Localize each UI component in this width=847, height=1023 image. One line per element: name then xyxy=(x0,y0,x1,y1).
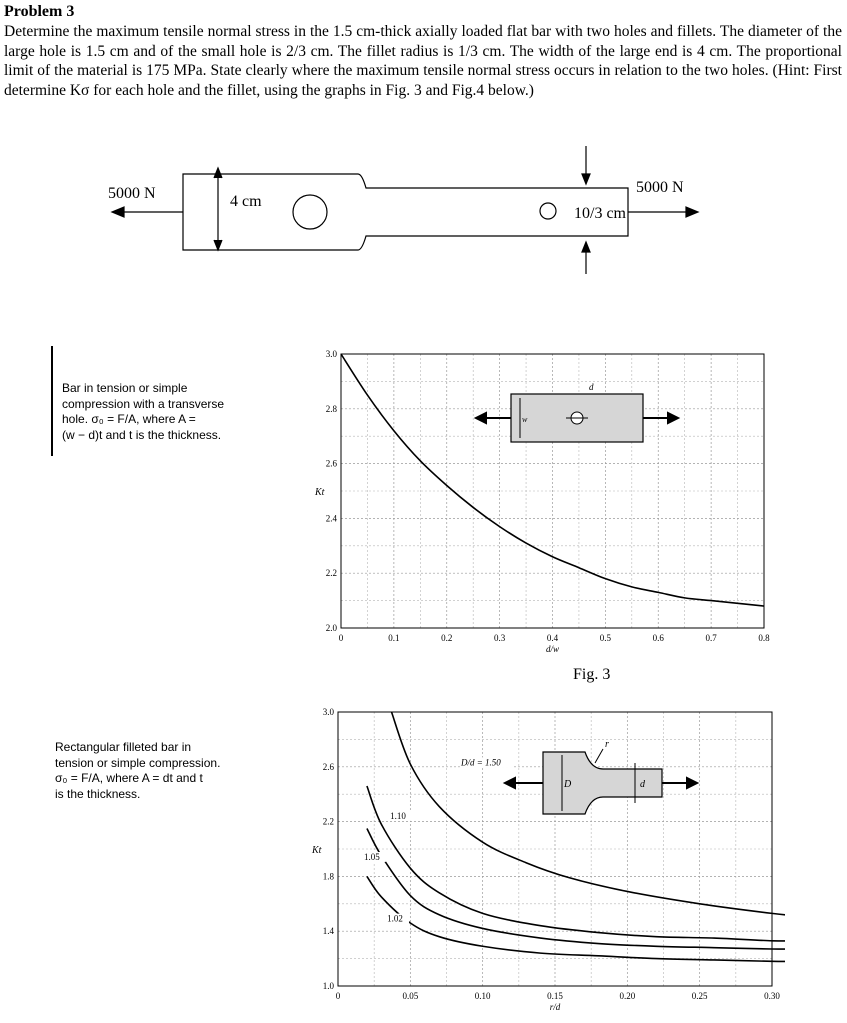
fig3-chart xyxy=(290,340,790,660)
fig4-inset-D: D xyxy=(564,779,572,790)
fig4-x-tick-label: 0.30 xyxy=(764,991,780,1001)
problem-statement: Determine the maximum tensile normal stress in the 1.5 cm-thick axially loaded flat bar with two holes and fillets. The diameter of the large hole is 1.5 cm and of the small hole is 2/3 cm. The fillet radius is 1/3 cm. The width of the large end is 4 cm. The proportional limit of the material is 175 MPa. State clearly where the maximum tensile normal stress occurs in relation to the two holes. (Hint: First determine Kσ for each hole and the fillet, using the graphs in Fig. 3 and Fig.4 below.) xyxy=(4,23,842,99)
small-hole xyxy=(540,203,556,219)
fig4-x-tick-label: 0.25 xyxy=(691,991,708,1001)
fig3-x-tick-label: 0.5 xyxy=(599,633,611,643)
fig4-x-tick-label: 0.15 xyxy=(547,991,563,1001)
fig3-y-tick-label: 3.0 xyxy=(325,349,337,359)
fig4-x-tick-label: 0.10 xyxy=(474,991,491,1001)
fig4-series-label-0: D/d = 1.50 xyxy=(460,757,501,768)
fig4-series-label-3: 1.02 xyxy=(387,913,403,924)
left-load-label: 5000 N xyxy=(108,185,156,202)
fig3-y-tick-label: 2.4 xyxy=(325,513,337,524)
fig3-y-tick-label: 2.0 xyxy=(325,623,337,633)
large-hole xyxy=(293,195,327,229)
fig3-x-tick-label: 0.6 xyxy=(652,633,664,643)
fig3-y-tick-label: 2.6 xyxy=(325,458,337,469)
fig4-y-tick-label: 2.6 xyxy=(322,761,334,772)
fig4-x-axis-label: r/d xyxy=(549,1002,561,1012)
fig4-x-tick-label: 0.20 xyxy=(619,991,636,1001)
fig3-x-tick-label: 0 xyxy=(338,633,344,643)
fig3-caption: Bar in tension or simple compression with a transverse hole. σ₀ = F/A, where A = (w − d)t and t is the thickness. xyxy=(62,381,225,442)
fig4-inset-r: r xyxy=(605,739,609,750)
fig3-x-tick-label: 0.1 xyxy=(388,633,400,643)
fig3-x-tick-label: 0.8 xyxy=(758,633,770,643)
fig3-y-tick-label: 2.2 xyxy=(325,568,337,579)
small-width-label: 10/3 cm xyxy=(574,205,626,222)
fig3-caption-rule xyxy=(51,346,53,456)
fig3-y-tick-label: 2.8 xyxy=(325,403,337,414)
fig3-x-tick-label: 0.4 xyxy=(546,633,559,643)
fig3-inset xyxy=(476,382,678,442)
fig4-caption: Rectangular filleted bar in tension or simple compression. σ₀ = F/A, where A = dt and t is the thickness. xyxy=(55,740,221,801)
fig3-label: Fig. 3 xyxy=(573,666,611,683)
fig4-y-tick-label: 2.2 xyxy=(322,816,334,827)
fig3-inset-d: d xyxy=(589,382,594,392)
right-load-label: 5000 N xyxy=(636,179,684,196)
fig4-series-label-2: 1.05 xyxy=(364,851,380,862)
fig4-series-line-3 xyxy=(367,876,785,961)
large-width-label: 4 cm xyxy=(230,193,262,210)
fig3-x-tick-label: 0.7 xyxy=(705,633,717,643)
bar-sketch xyxy=(0,140,847,280)
fig3-x-tick-label: 0.3 xyxy=(494,633,506,643)
fig4-x-tick-label: 0.05 xyxy=(402,991,419,1001)
fig3-inset-w: w xyxy=(522,415,528,424)
flat-bar-outline xyxy=(183,174,628,250)
fig4-series-label-1: 1.10 xyxy=(390,810,406,821)
problem-heading: Problem 3 xyxy=(4,3,75,20)
fig4-y-tick-label: 1.0 xyxy=(322,981,334,991)
fig3-y-axis-label: Kt xyxy=(315,487,325,498)
fig4-inset xyxy=(505,739,697,814)
fig4-x-tick-label: 0 xyxy=(335,991,341,1001)
fig3-x-tick-label: 0.2 xyxy=(441,633,453,643)
fig4-y-tick-label: 3.0 xyxy=(322,707,334,717)
fig4-y-tick-label: 1.4 xyxy=(322,926,334,937)
fig4-inset-d: d xyxy=(640,779,645,790)
fig4-series-line-0 xyxy=(392,712,785,916)
fig3-x-axis-label: d/w xyxy=(545,644,560,654)
fig4-y-tick-label: 1.8 xyxy=(322,871,334,882)
fig4-y-axis-label: Kt xyxy=(312,845,322,856)
fig4-chart xyxy=(285,705,785,1023)
